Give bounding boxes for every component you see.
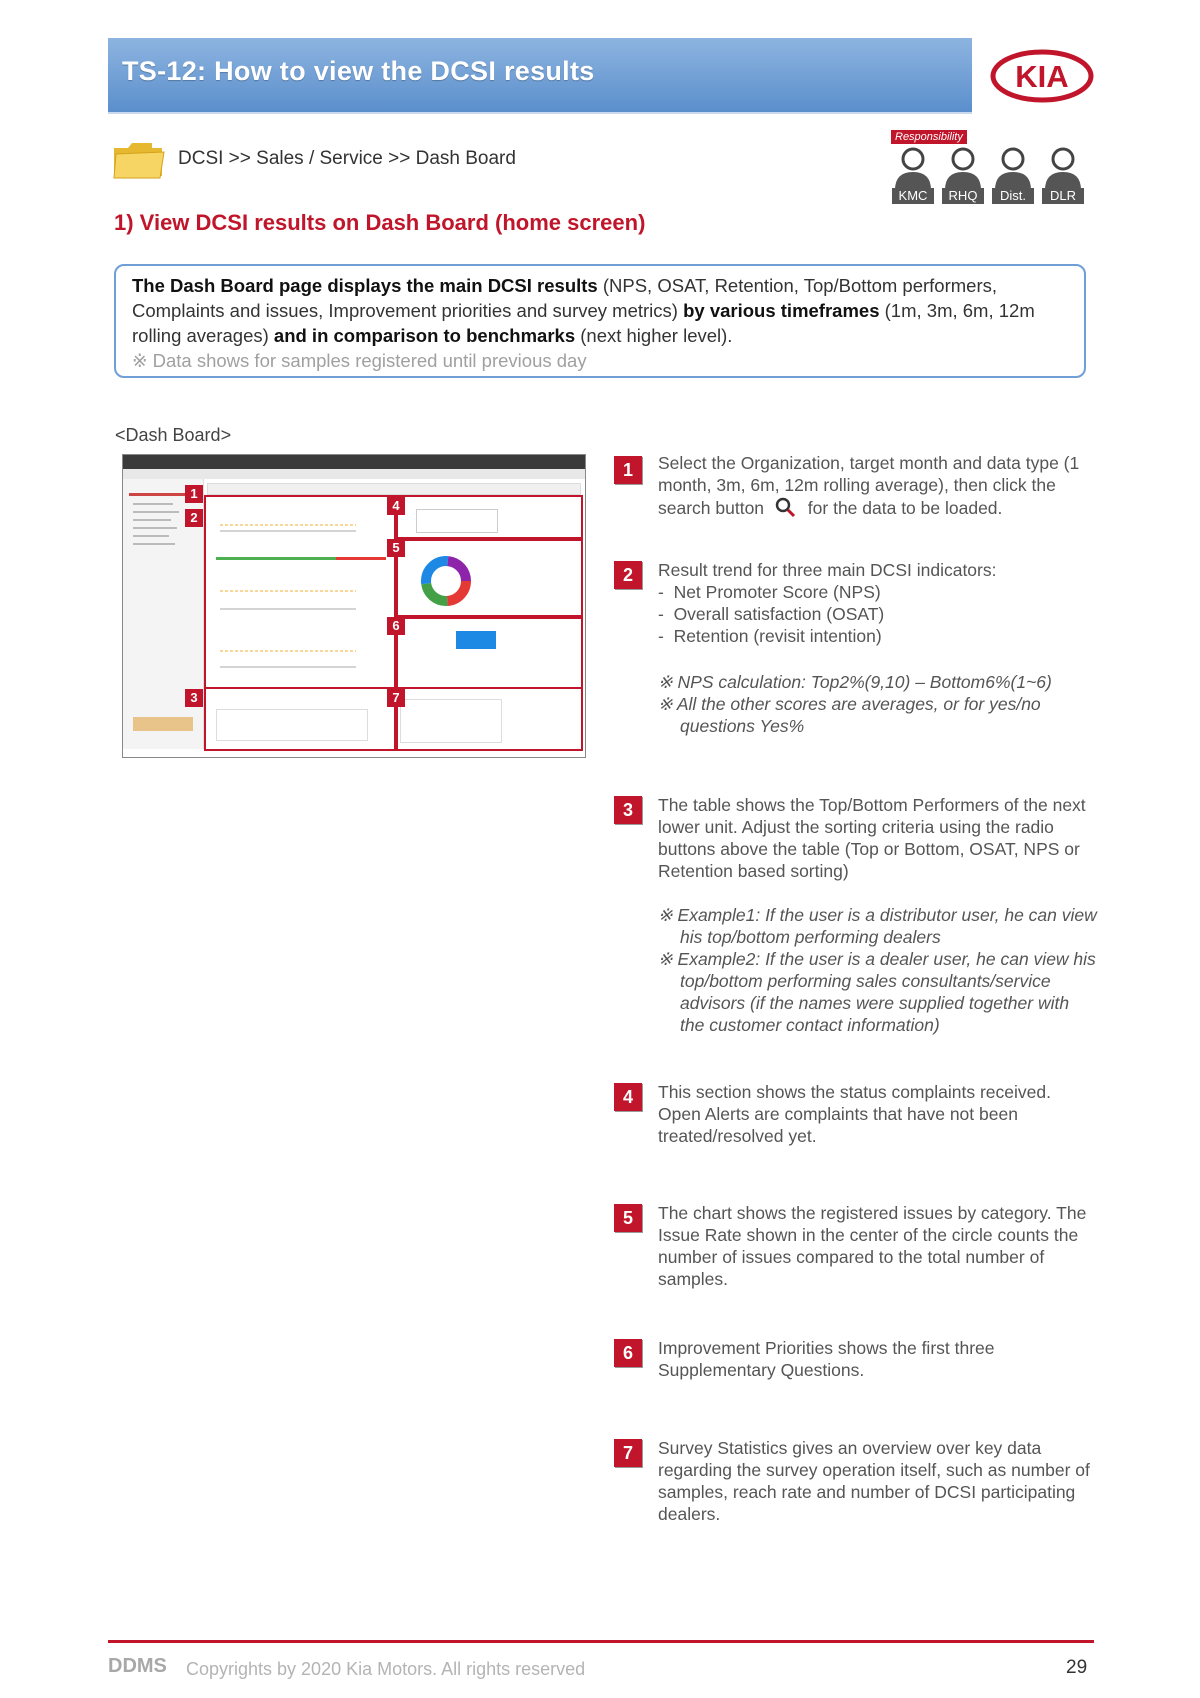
mock-badge-2: 2 xyxy=(185,509,203,527)
summary-note: ※ Data shows for samples registered until previous day xyxy=(132,350,587,371)
role-kmc xyxy=(890,146,936,204)
item-4-text: This section shows the status complaints received. Open Alerts are complaints that have not been treated/resolved yet. xyxy=(658,1082,1051,1146)
summary-text-3: (next higher level). xyxy=(575,325,733,346)
item-2-bullet: Retention (revisit intention) xyxy=(673,626,882,646)
summary-bold-1: The Dash Board page displays the main DCSI results xyxy=(132,275,598,296)
role-label: RHQ xyxy=(942,188,984,204)
folder-icon xyxy=(112,140,166,180)
item-1-text xyxy=(658,452,1098,519)
item-badge-2: 2 xyxy=(614,561,642,589)
item-badge-3: 3 xyxy=(614,796,642,824)
footer-brand: DDMS xyxy=(108,1655,167,1677)
role-label: Dist. xyxy=(992,188,1034,204)
person-icon xyxy=(940,146,986,190)
item-badge-5: 5 xyxy=(614,1204,642,1232)
mock-badge-4: 4 xyxy=(387,497,405,515)
dashboard-screenshot xyxy=(122,454,586,758)
summary-bold-2: by various timeframes xyxy=(683,300,880,321)
mock-region-3 xyxy=(204,687,398,751)
page-title: TS-12: How to view the DCSI results xyxy=(122,56,595,86)
mock-badge-1: 1 xyxy=(185,485,203,503)
role-label: DLR xyxy=(1042,188,1084,204)
item-2-note: ※ All the other scores are averages, or for yes/no questions Yes% xyxy=(658,694,1041,736)
item-badge-7: 7 xyxy=(614,1439,642,1467)
person-icon xyxy=(890,146,936,190)
item-2-text: Result trend for three main DCSI indicators: - Net Promoter Score (NPS) - Overall satisfaction (OSAT) - Retention (revisit intention) ※ NPS calculation: Top2%(9,10) – Bottom6%(1~6) ※ All the other scores are averages, or for yes/no questions Yes% xyxy=(658,559,1098,737)
summary-text-1: (NPS, OSAT, Retention, Top/Bottom performers, Complaints and issues, Improvement priorities and survey metrics) xyxy=(132,275,997,321)
role-rhq xyxy=(940,146,986,204)
mock-topnav xyxy=(123,455,585,469)
mock-toolbar xyxy=(123,469,585,479)
role-dist xyxy=(990,146,1036,204)
mock-badge-7: 7 xyxy=(387,689,405,707)
kia-logo xyxy=(990,48,1094,104)
person-icon xyxy=(990,146,1036,190)
item-badge-1: 1 xyxy=(614,456,642,484)
summary-text-2: (1m, 3m, 6m, 12m rolling averages) xyxy=(132,300,1035,346)
item-badge-4: 4 xyxy=(614,1083,642,1111)
item-badge-6: 6 xyxy=(614,1339,642,1367)
responsibility-tag: Responsibility xyxy=(891,130,967,144)
item-1-text-b: for the data to be loaded. xyxy=(807,498,1003,518)
item-2-intro: Result trend for three main DCSI indicators: xyxy=(658,560,997,580)
mock-badge-3: 3 xyxy=(185,689,203,707)
mock-region-6 xyxy=(394,615,583,689)
mock-region-2 xyxy=(204,495,398,689)
footer-divider xyxy=(108,1640,1094,1643)
item-3-note: ※ Example1: If the user is a distributor user, he can view his top/bottom performing dealers xyxy=(658,905,1097,947)
section-heading: 1) View DCSI results on Dash Board (home screen) xyxy=(114,210,646,235)
person-icon xyxy=(1040,146,1086,190)
footer-copyright: Copyrights by 2020 Kia Motors. All rights reserved xyxy=(186,1659,586,1679)
role-dlr xyxy=(1040,146,1086,204)
summary-bold-3: and in comparison to benchmarks xyxy=(273,325,576,346)
mock-region-5 xyxy=(394,537,583,619)
item-1-text-a: Select the Organization, target month and data type (1 month, 3m, 6m, 12m rolling average), then click the search button xyxy=(658,453,1080,518)
breadcrumb: DCSI >> Sales / Service >> Dash Board xyxy=(178,148,516,169)
kia-logo-text: KIA xyxy=(1015,59,1069,94)
mock-badge-6: 6 xyxy=(387,617,405,635)
item-7-text: Survey Statistics gives an overview over key data regarding the survey operation itself, such as number of samples, reach rate and number of DCSI participating dealers. xyxy=(658,1438,1090,1524)
item-3-body: The table shows the Top/Bottom Performers of the next lower unit. Adjust the sorting criteria using the radio buttons above the table (Top or Bottom, OSAT, NPS or Retention based sorting) xyxy=(658,795,1086,881)
item-5-text: The chart shows the registered issues by category. The Issue Rate shown in the center of the circle counts the number of issues compared to the total number of samples. xyxy=(658,1203,1087,1289)
mock-region-4 xyxy=(394,495,583,541)
mock-donut-chart xyxy=(416,551,476,611)
mock-region-7 xyxy=(394,687,583,751)
mock-badge-5: 5 xyxy=(387,539,405,557)
role-label: KMC xyxy=(892,188,934,204)
item-3-note: ※ Example2: If the user is a dealer user, he can view his top/bottom performing sales consultants/service advisors (if the names were supplied together with the customer contact information) xyxy=(658,949,1096,1035)
item-2-bullet: Overall satisfaction (OSAT) xyxy=(673,604,885,624)
dashboard-caption: <Dash Board> xyxy=(115,425,232,445)
item-3-text xyxy=(658,794,1098,1036)
item-2-bullet: Net Promoter Score (NPS) xyxy=(673,582,881,602)
item-2-note: ※ NPS calculation: Top2%(9,10) – Bottom6%(1~6) xyxy=(658,672,1052,692)
page-number: 29 xyxy=(1066,1657,1088,1678)
search-icon xyxy=(773,496,799,518)
summary-box xyxy=(114,264,1086,378)
item-6-text: Improvement Priorities shows the first three Supplementary Questions. xyxy=(658,1338,995,1380)
